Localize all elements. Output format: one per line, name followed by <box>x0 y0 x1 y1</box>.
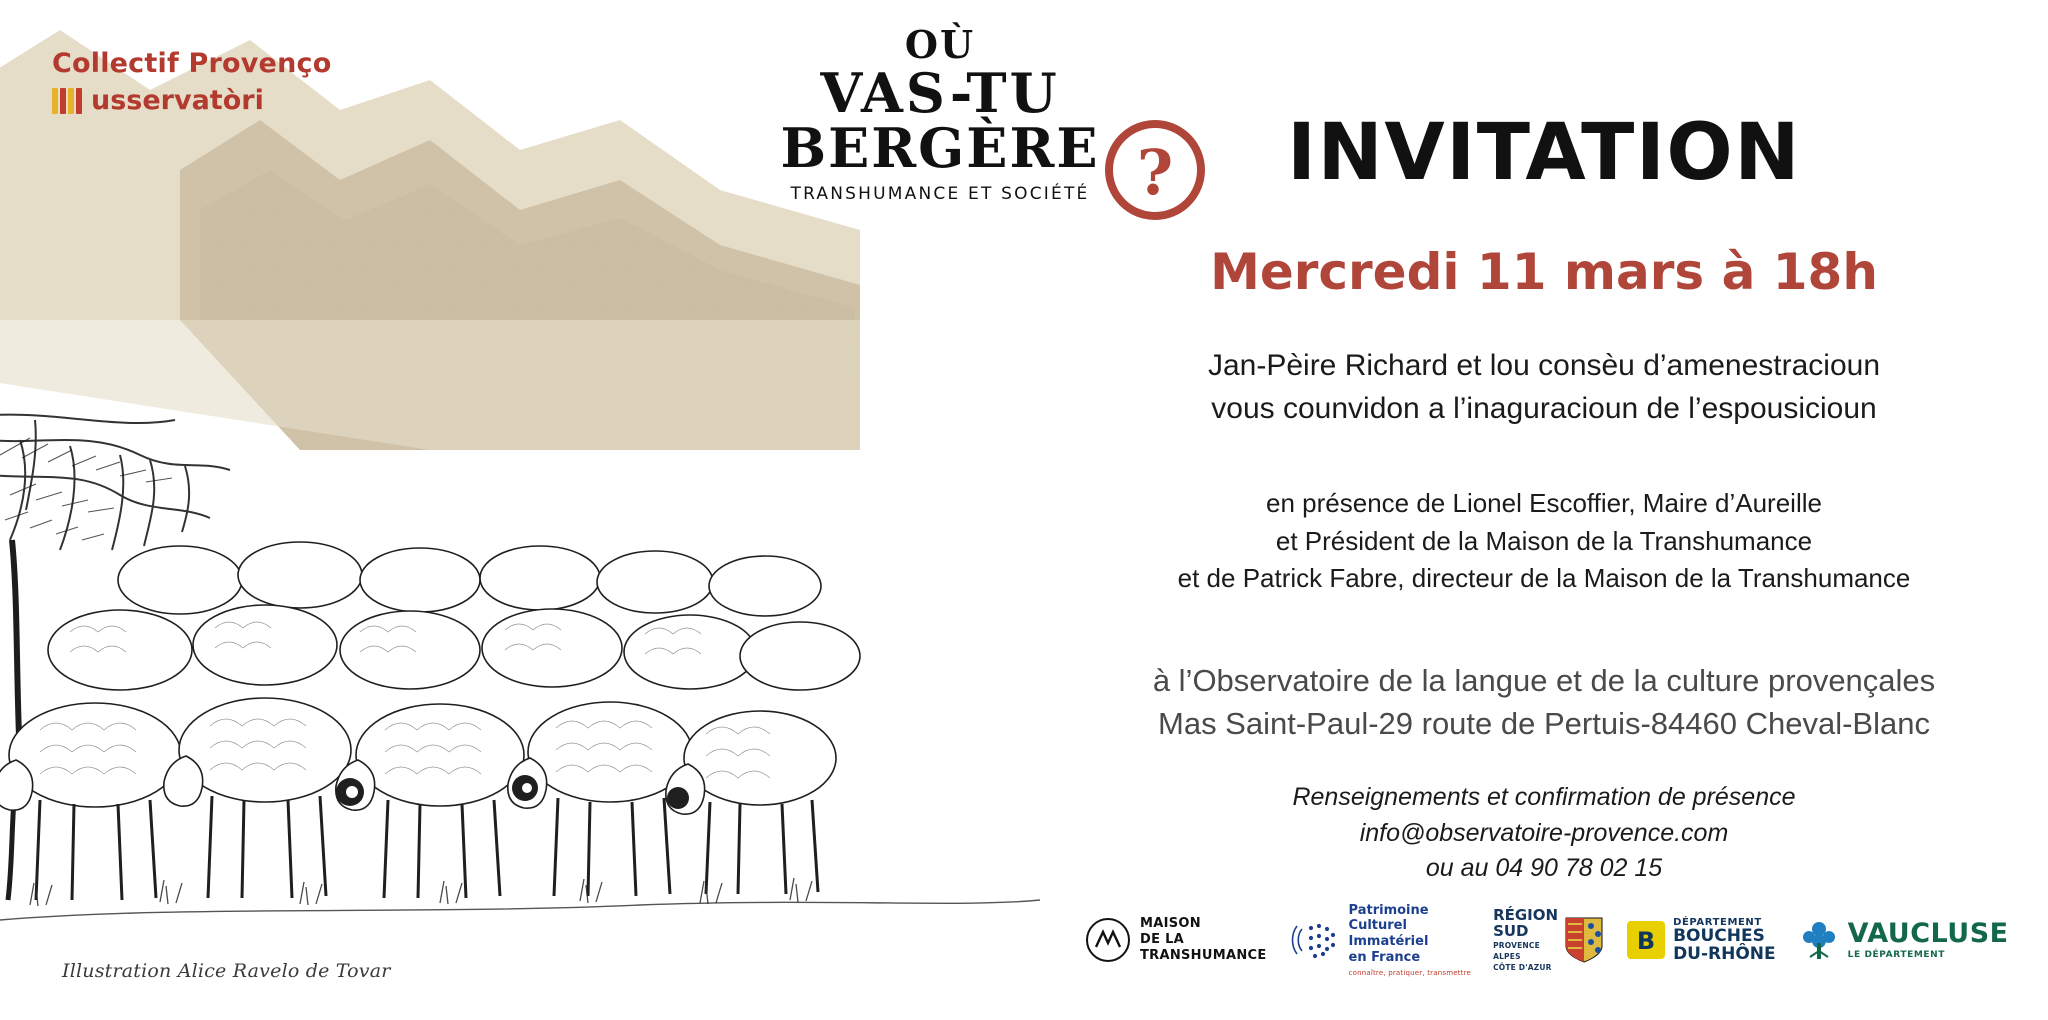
vaucluse-wordmark <box>1848 920 2009 960</box>
logo-line-vastu: VAS-TU <box>820 61 1060 125</box>
contact-line-1: Renseignements et confirmation de présence <box>1292 783 1796 811</box>
maison-transhumance-mark-icon <box>1085 917 1131 963</box>
sheep-flock-illustration <box>0 400 1040 1000</box>
guest-presence-block <box>1064 485 2024 598</box>
bouches-du-rhone-wordmark <box>1673 917 1776 963</box>
pci-line-1: Patrimoine <box>1348 902 1429 918</box>
bdr-line-2: DU-RHÔNE <box>1673 943 1776 964</box>
svg-text:?: ? <box>1136 136 1174 209</box>
invitation-intro <box>1064 345 2024 430</box>
contact-phone: ou au 04 90 78 02 15 <box>1425 854 1663 882</box>
intro-line-2: vous counvidon a l’inaguracioun de l’espousicioun <box>1211 391 1877 425</box>
pci-tagline: connaître, pratiquer, transmettre <box>1348 968 1472 977</box>
event-date: Mercredi 11 mars à 18h <box>1210 243 1878 301</box>
invitation-text-panel <box>1040 0 2048 1020</box>
vaucluse-sub: LE DÉPARTEMENT <box>1847 950 1946 960</box>
pci-line-4: en France <box>1348 950 1421 966</box>
venue-line-2: Mas Saint-Paul-29 route de Pertuis-84460 Cheval-Blanc <box>1158 705 1930 741</box>
illustration-credit: Illustration Alice Ravelo de Tovar <box>62 960 391 982</box>
pci-line-3: Immatériel <box>1348 934 1429 950</box>
maison-line-1: MAISON <box>1140 915 1201 931</box>
logo-line-ou: OÙ <box>904 22 976 67</box>
region-sub-3: CÔTE D'AZUR <box>1493 963 1552 973</box>
pci-line-2: Culturel <box>1348 918 1407 934</box>
presence-line-3: et de Patrick Fabre, directeur de la Maison de la Transhumance <box>1177 563 1911 594</box>
partner-logo-maison-de-la-transhumance <box>1085 916 1267 965</box>
region-sub-1: PROVENCE <box>1493 941 1540 951</box>
partner-logo-patrimoine-culturel-immateriel <box>1289 903 1472 978</box>
vaucluse-line-1: VAUCLUSE <box>1847 918 2009 949</box>
bdr-line-1: BOUCHES <box>1673 925 1765 946</box>
maison-line-3: TRANSHUMANCE <box>1140 948 1267 964</box>
presence-line-2: et Président de la Maison de la Transhumance <box>1275 525 1813 556</box>
region-line-2: SUD <box>1493 921 1529 940</box>
pci-dots-icon <box>1289 914 1341 966</box>
bouches-du-rhone-mark-icon <box>1626 920 1666 960</box>
intro-line-1: Jan-Pèire Richard et lou consèu d’amenestracioun <box>1207 349 1881 382</box>
partner-logo-vaucluse <box>1798 917 2009 963</box>
contact-email[interactable]: info@observatoire-provence.com <box>1359 818 1729 847</box>
venue-line-1: à l’Observatoire de la langue et de la culture provençales <box>1152 663 1936 698</box>
bdr-kicker: DÉPARTEMENT <box>1673 916 1762 928</box>
collectif-subtitle: usservatòri <box>91 85 264 116</box>
partner-logo-bouches-du-rhone <box>1626 917 1776 963</box>
venue-block <box>1044 660 2044 746</box>
maison-line-2: DE LA <box>1140 931 1185 947</box>
partner-logo-region-sud <box>1493 905 1604 973</box>
presence-line-1: en présence de Lionel Escoffier, Maire d’Aureille <box>1266 488 1822 518</box>
maison-transhumance-wordmark <box>1140 916 1267 965</box>
region-line-1: RÉGION <box>1493 905 1559 924</box>
region-sub-2: ALPES <box>1493 952 1521 962</box>
vaucluse-tree-icon <box>1798 917 1840 963</box>
region-sud-blason-icon <box>1564 916 1604 964</box>
logo-line-bergere: BERGÈRE <box>780 116 1100 181</box>
svg-text:B: B <box>1636 927 1656 955</box>
collectif-provenco-logo <box>52 48 392 116</box>
provence-flag-icon <box>52 88 84 114</box>
contact-block <box>1064 780 2024 887</box>
partner-logos <box>1085 890 2030 990</box>
collectif-title: Collectif Provenço <box>52 48 332 79</box>
page-title: INVITATION <box>1287 108 1801 198</box>
pci-wordmark <box>1349 903 1472 978</box>
logo-subtitle: TRANSHUMANCE ET SOCIÉTÉ <box>790 184 1090 205</box>
region-sud-wordmark <box>1493 905 1559 973</box>
